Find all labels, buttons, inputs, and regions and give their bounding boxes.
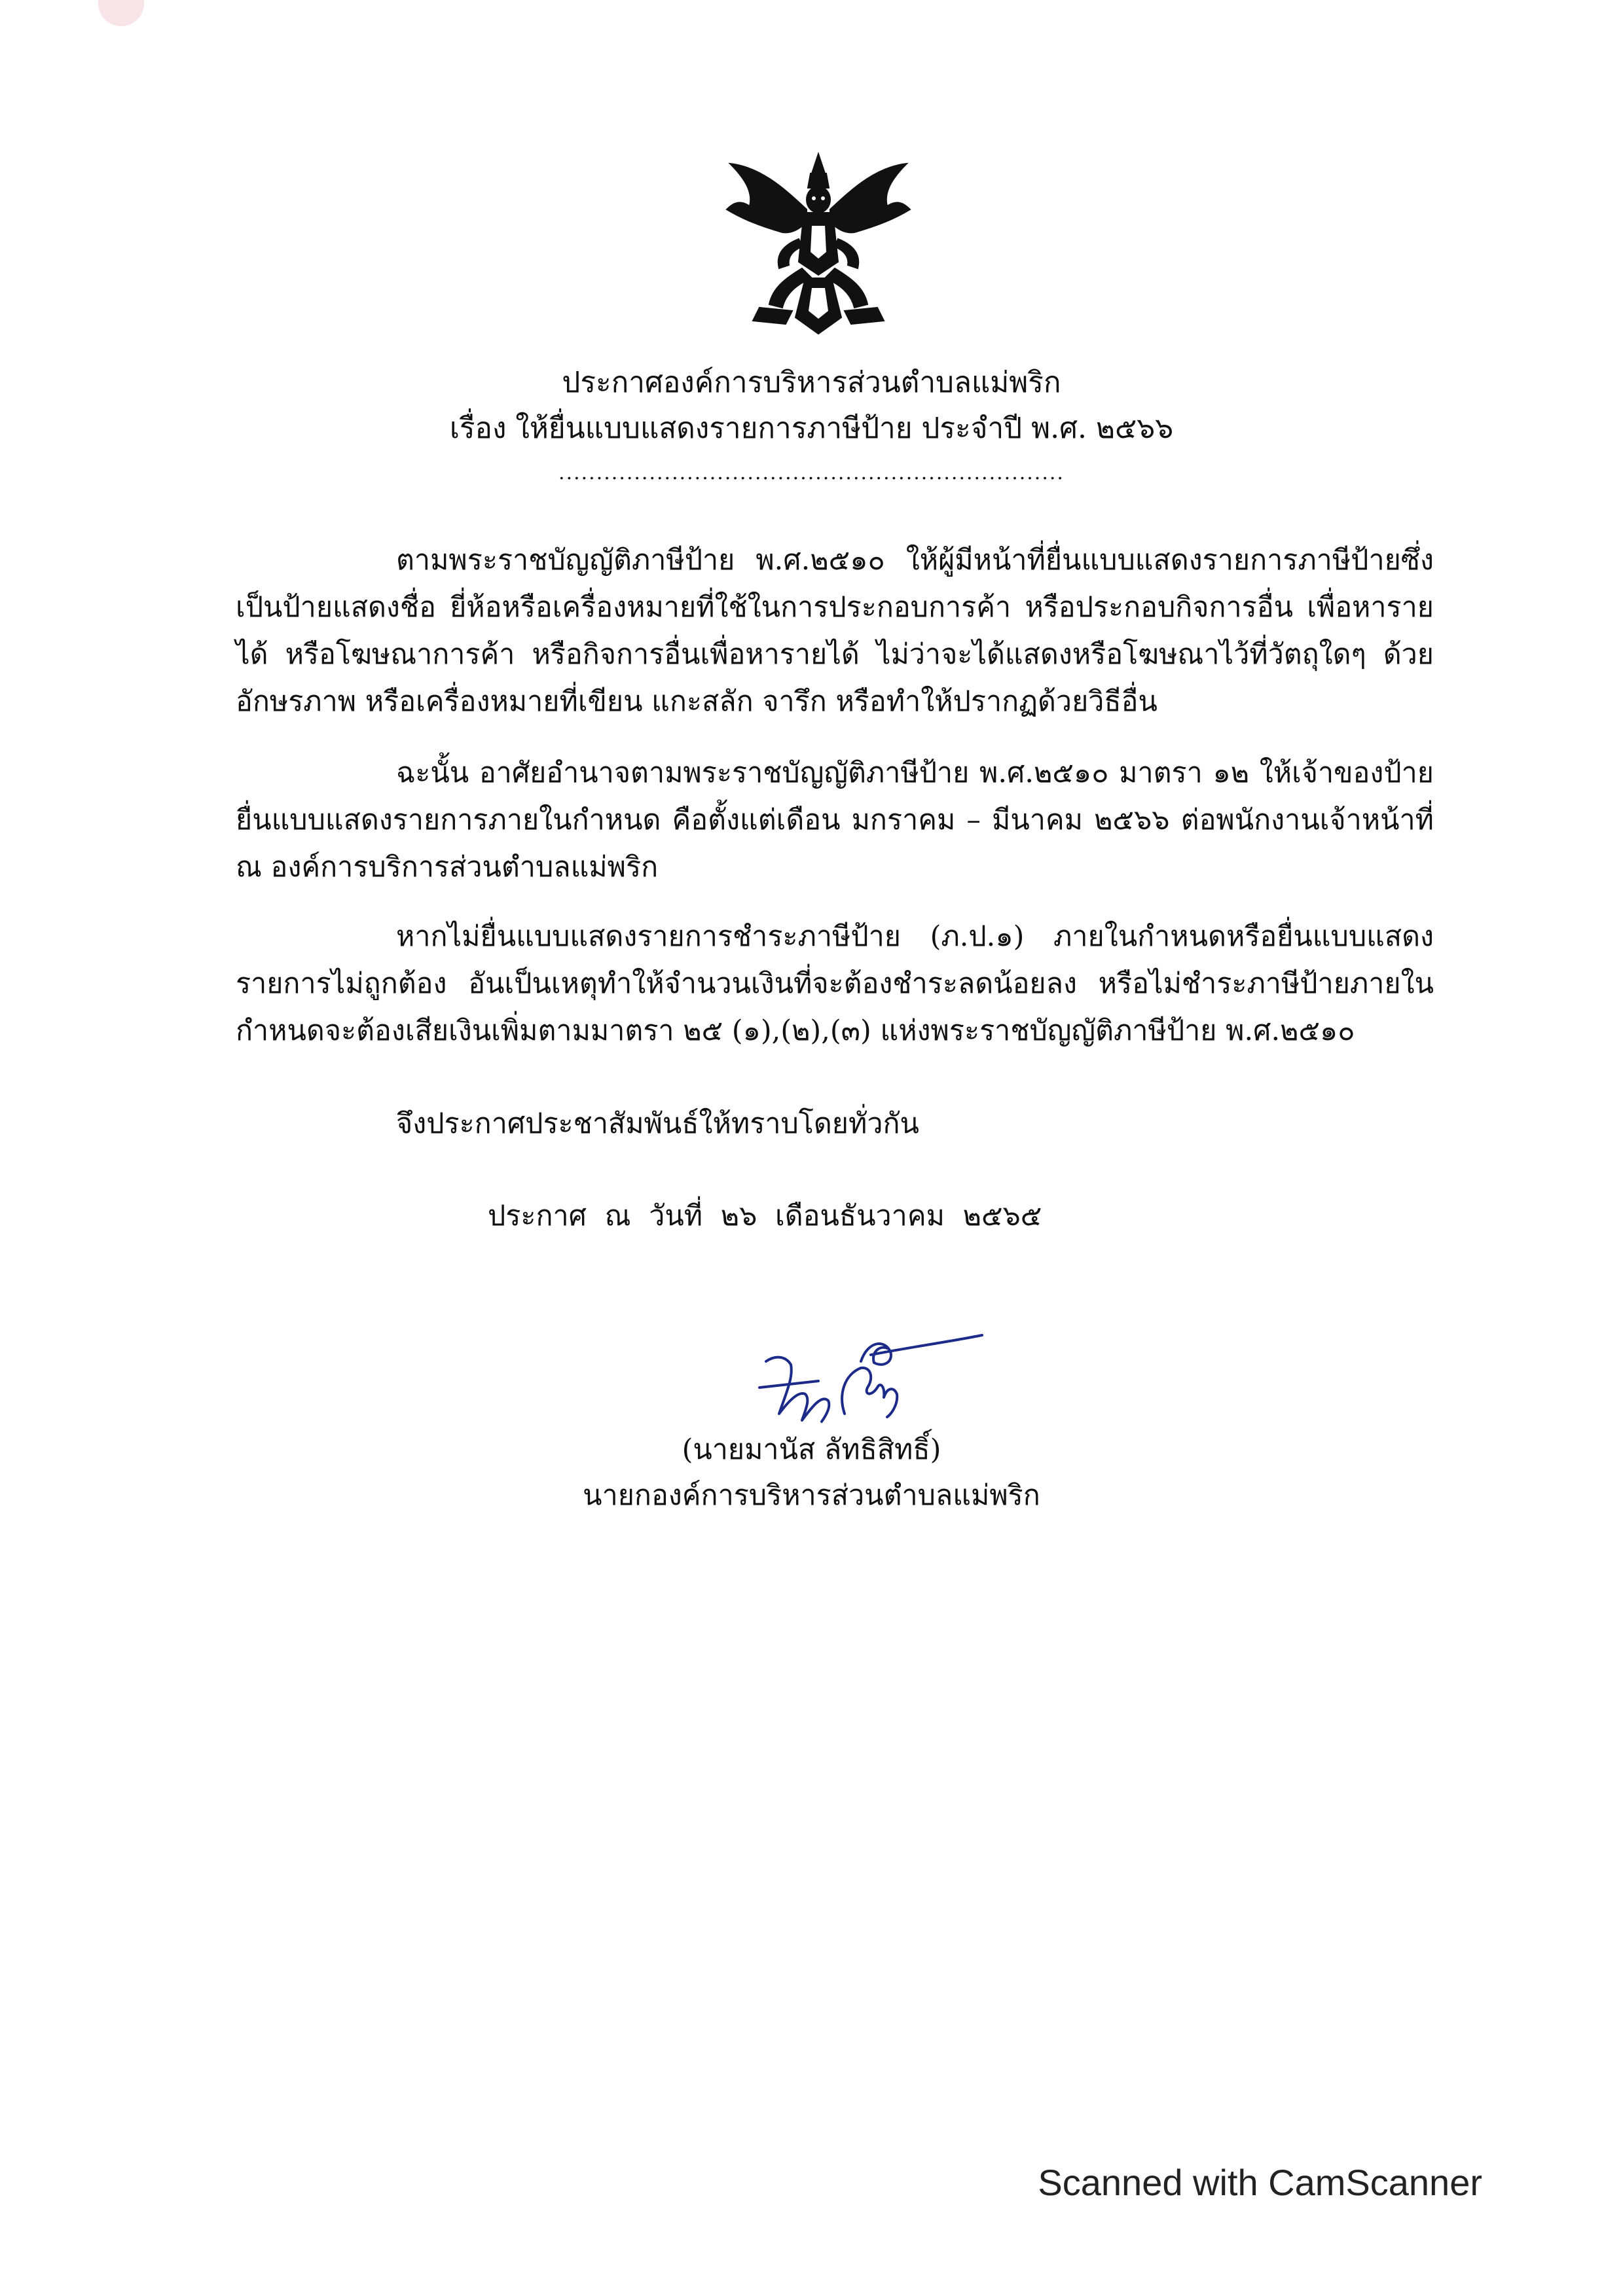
paragraph-1: ตามพระราชบัญญัติภาษีป้าย พ.ศ.๒๕๑๐ ให้ผู้มีหน้าที่ยื่นแบบแสดงรายการภาษีป้ายซึ่งเป็นป้ายแสดงชื่อ ยี่ห้อหรือเครื่องหมายที่ใช้ในการประกอบการค้า หรือประกอบกิจการอื่น เพื่อหารายได้ หรือโฆษณาการค้า หรือกิจการอื่นเพื่อหารายได้ ไม่ว่าจะได้แสดงหรือโฆษณาไว้ที่วัตถุใดๆ ด้วยอักษรภาพ หรือเครื่องหมายที่เขียน แกะสลัก จารึก หรือทำให้ปรากฏด้วยวิธีอื่น — [236, 544, 1434, 718]
handwritten-signature — [740, 1316, 989, 1446]
announcement-date: ประกาศ ณ วันที่ ๒๖ เดือนธันวาคม ๒๕๖๕ — [488, 1200, 1042, 1232]
corner-mark — [98, 0, 144, 26]
paragraph-3: หากไม่ยื่นแบบแสดงรายการชำระภาษีป้าย (ภ.ป.๑) ภายในกำหนดหรือยื่นแบบแสดงรายการไม่ถูกต้อง อันเป็นเหตุทำให้จำนวนเงินที่จะต้องชำระลดน้อยลง หรือไม่ชำระภาษีป้ายภายในกำหนดจะต้องเสียเงินเพิ่มตามมาตรา ๒๕ (๑),(๒),(๓) แห่งพระราชบัญญัติภาษีป้าย พ.ศ.๒๕๑๐ — [236, 920, 1434, 1047]
separator-dots: ................................................................... — [558, 461, 1065, 484]
signer-name: (นายมานัส ลัทธิสิทธิ์) — [682, 1433, 941, 1466]
document-subject: เรื่อง ให้ยื่นแบบแสดงรายการภาษีป้าย ประจำปี พ.ศ. ๒๕๖๖ — [449, 412, 1174, 445]
camscanner-watermark: Scanned with CamScanner — [1038, 2162, 1482, 2203]
document-title: ประกาศองค์การบริหารส่วนตำบลแม่พริก — [562, 366, 1061, 399]
signer-position: นายกองค์การบริหารส่วนตำบลแม่พริก — [583, 1479, 1040, 1512]
garuda-emblem-icon — [720, 147, 917, 344]
paragraph-2: ฉะนั้น อาศัยอำนาจตามพระราชบัญญัติภาษีป้าย พ.ศ.๒๕๑๐ มาตรา ๑๒ ให้เจ้าของป้ายยื่นแบบแสดงรายการภายในกำหนด คือตั้งแต่เดือน มกราคม – มีนาคม ๒๕๖๖ ต่อพนักงานเจ้าหน้าที่ ณ องค์การบริการส่วนตำบลแม่พริก — [236, 757, 1434, 884]
announcement-line: จึงประกาศประชาสัมพันธ์ให้ทราบโดยทั่วกัน — [396, 1107, 919, 1140]
